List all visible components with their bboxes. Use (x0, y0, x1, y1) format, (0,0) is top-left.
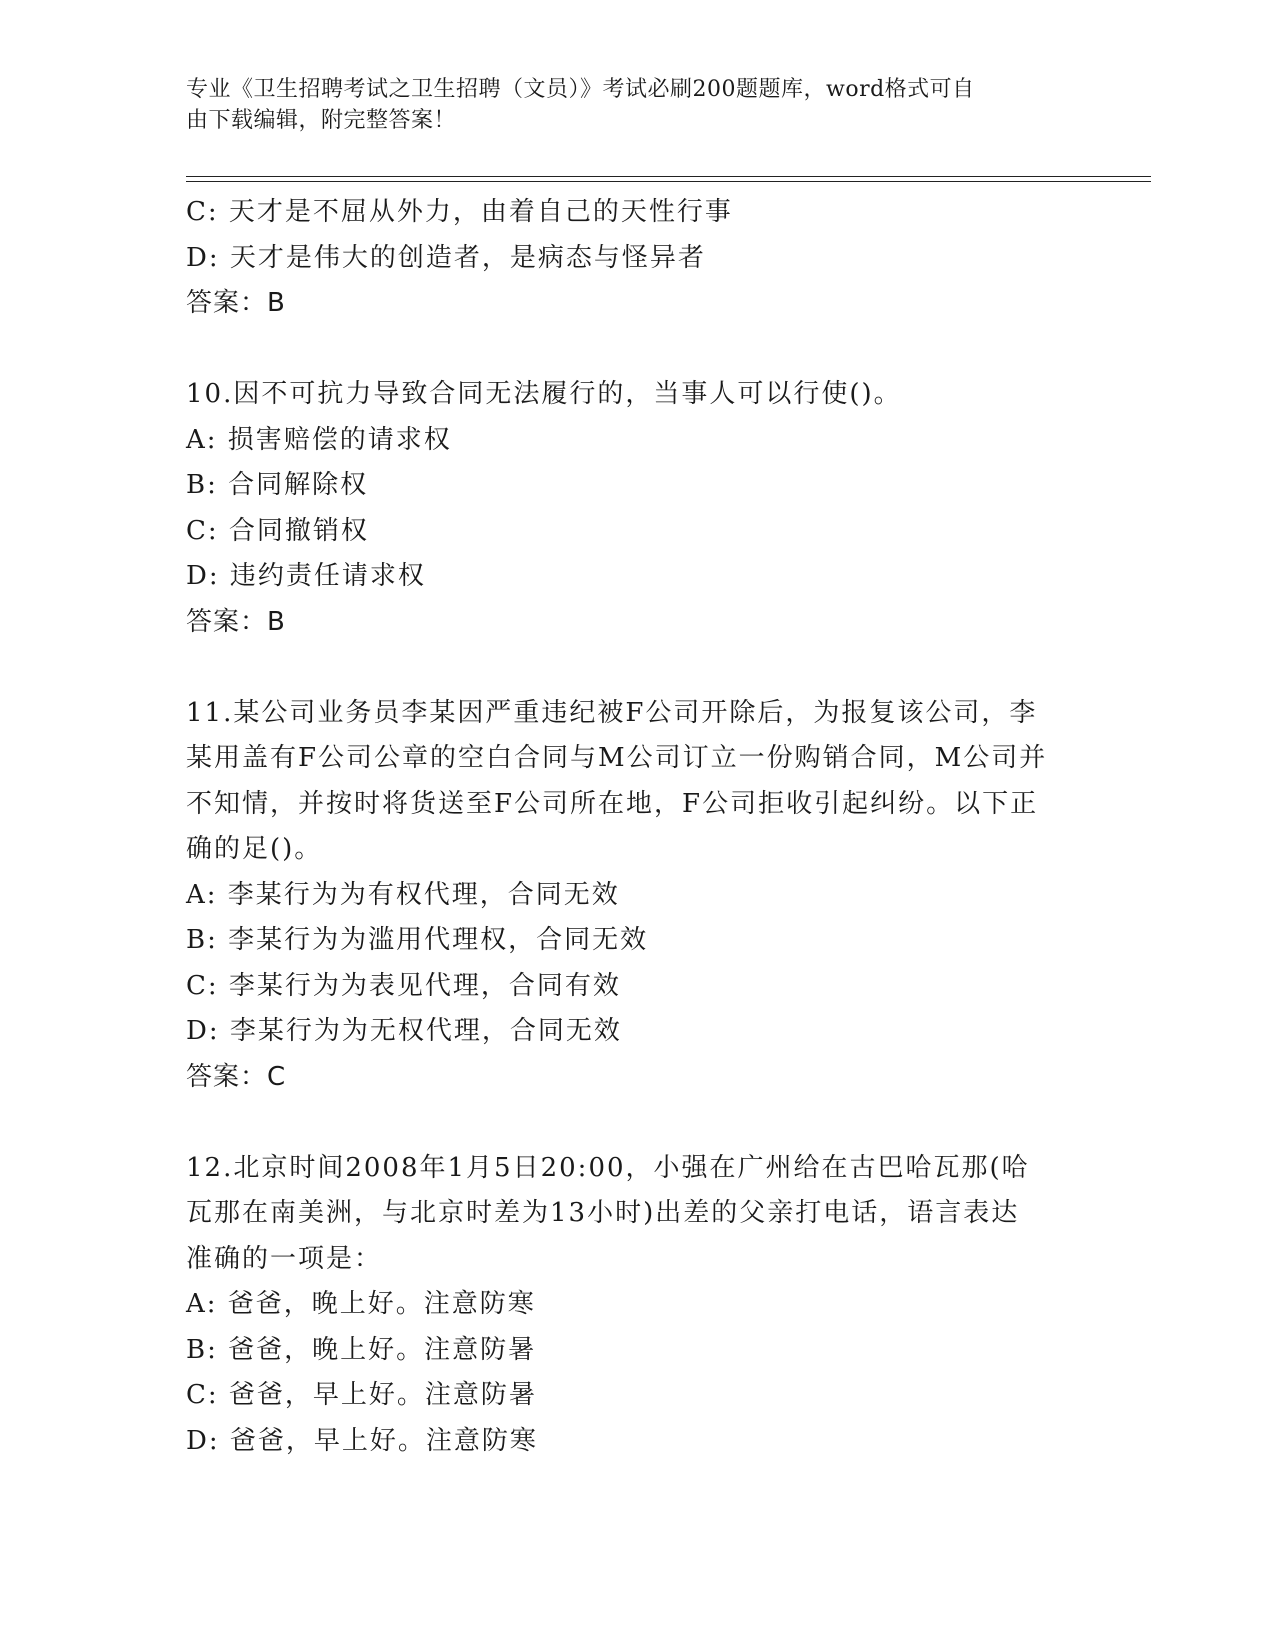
paragraph-gap (186, 1100, 1086, 1146)
question-stem (186, 372, 1086, 418)
option-line: A: 损害赔偿的请求权 (186, 424, 452, 455)
question-line: 确的足()。 (186, 834, 323, 864)
header-rule-bottom (186, 181, 1151, 182)
header-line-1: 专业《卫生招聘考试之卫生招聘（文员）》考试必刷200题题库，word格式可自 (186, 77, 975, 102)
question-line: 瓦那在南美洲，与北京时差为13小时)出差的父亲打电话，语言表达 (186, 1198, 1020, 1228)
answer-line: 答案：B (186, 288, 286, 318)
option-line: B: 爸爸，晚上好。注意防暑 (186, 1334, 537, 1365)
option-line: D: 天才是伟大的创造者，是病态与怪异者 (186, 242, 706, 273)
answer-line: 答案：C (186, 1061, 287, 1092)
question-stem (186, 1146, 1086, 1283)
option-line: C: 李某行为为表见代理，合同有效 (186, 970, 621, 1001)
option-line: D: 违约责任请求权 (186, 561, 426, 591)
document-body (186, 190, 1086, 1464)
question-line: 10.因不可抗力导致合同无法履行的，当事人可以行使()。 (186, 379, 902, 409)
option-line: C: 天才是不屈从外力，由着自己的天性行事 (186, 197, 733, 227)
answer-line: 答案：B (186, 606, 286, 637)
option-line: A: 李某行为为有权代理，合同无效 (186, 879, 620, 910)
option-line: D: 李某行为为无权代理，合同无效 (186, 1016, 622, 1046)
question-line: 12.北京时间2008年1月5日20:00，小强在广州给在古巴哈瓦那(哈 (186, 1152, 1030, 1183)
paragraph-gap (186, 645, 1086, 691)
paragraph-gap (186, 327, 1086, 373)
option-line: C: 合同撤销权 (186, 515, 369, 546)
option-line: B: 合同解除权 (186, 470, 369, 500)
question-line: 不知情，并按时将货送至F公司所在地，F公司拒收引起纠纷。以下正 (186, 788, 1039, 819)
question-line: 准确的一项是： (186, 1243, 383, 1274)
option-line: A: 爸爸，晚上好。注意防寒 (186, 1289, 536, 1319)
header-line-2: 由下载编辑，附完整答案！ (186, 108, 457, 133)
question-stem (186, 691, 1086, 873)
option-line: B: 李某行为为滥用代理权，合同无效 (186, 925, 649, 955)
document-header (186, 74, 1066, 136)
question-line: 11.某公司业务员李某因严重违纪被F公司开除后，为报复该公司，李 (186, 697, 1038, 728)
option-line: C: 爸爸，早上好。注意防暑 (186, 1380, 537, 1410)
option-line: D: 爸爸，早上好。注意防寒 (186, 1425, 538, 1456)
header-rule-top (186, 176, 1151, 177)
question-line: 某用盖有F公司公章的空白合同与M公司订立一份购销合同，M公司并 (186, 743, 1048, 773)
